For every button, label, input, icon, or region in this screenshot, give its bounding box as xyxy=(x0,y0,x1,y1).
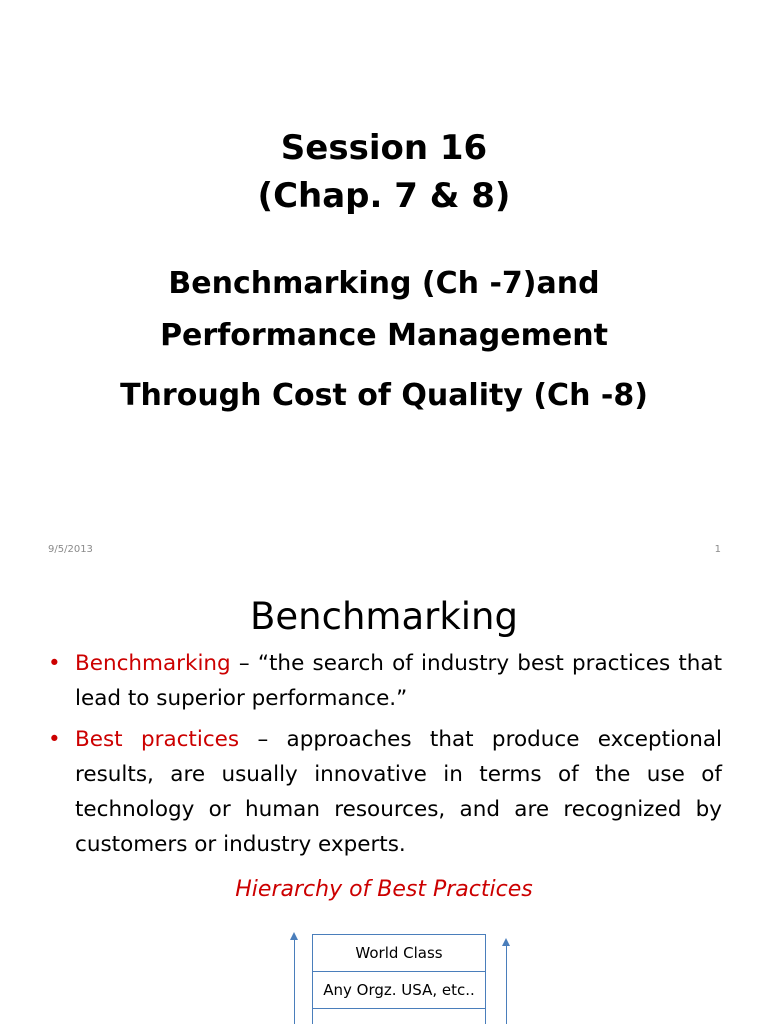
bullet-item-benchmarking xyxy=(48,646,722,716)
bullet-item-best-practices xyxy=(48,722,722,862)
hierarchy-title: Hierarchy of Best Practices xyxy=(235,877,533,902)
bullet-term: Benchmarking xyxy=(75,651,231,676)
hierarchy-level-world-class: World Class xyxy=(312,934,486,971)
hierarchy-level-next xyxy=(312,1008,486,1024)
hierarchy-diagram xyxy=(312,934,486,1024)
subtitle-line-2: Performance Management xyxy=(160,318,608,353)
bullet-text: – “the search of industry best practices that lead to superior performance.” xyxy=(75,651,722,711)
bullet-term: Best practices xyxy=(75,727,240,752)
bullet-list xyxy=(48,646,722,868)
hierarchy-level-any-orgz: Any Orgz. USA, etc.. xyxy=(312,971,486,1008)
chapters-line: (Chap. 7 & 8) xyxy=(257,176,511,216)
session-heading xyxy=(0,124,768,220)
subtitle-line-1: Benchmarking (Ch -7)and xyxy=(168,266,600,301)
up-arrow-left-icon xyxy=(290,932,300,1024)
benchmarking-slide xyxy=(0,568,768,1024)
subtitle-line-3: Through Cost of Quality (Ch -8) xyxy=(120,378,648,413)
footer-date: 9/5/2013 xyxy=(48,544,93,555)
slide-subtitle xyxy=(0,258,768,422)
bullet-text: – approaches that produce exceptional results, are usually innovative in terms of the use of technology or human resources, and are recognized by customers or industry experts. xyxy=(75,727,722,857)
footer-page-number: 1 xyxy=(714,544,721,555)
bullet-dot-icon: • xyxy=(48,727,61,752)
session-title: Session 16 xyxy=(280,128,488,168)
slide-title: Benchmarking xyxy=(250,595,518,638)
bullet-dot-icon: • xyxy=(48,651,61,676)
up-arrow-right-icon xyxy=(502,938,512,1024)
